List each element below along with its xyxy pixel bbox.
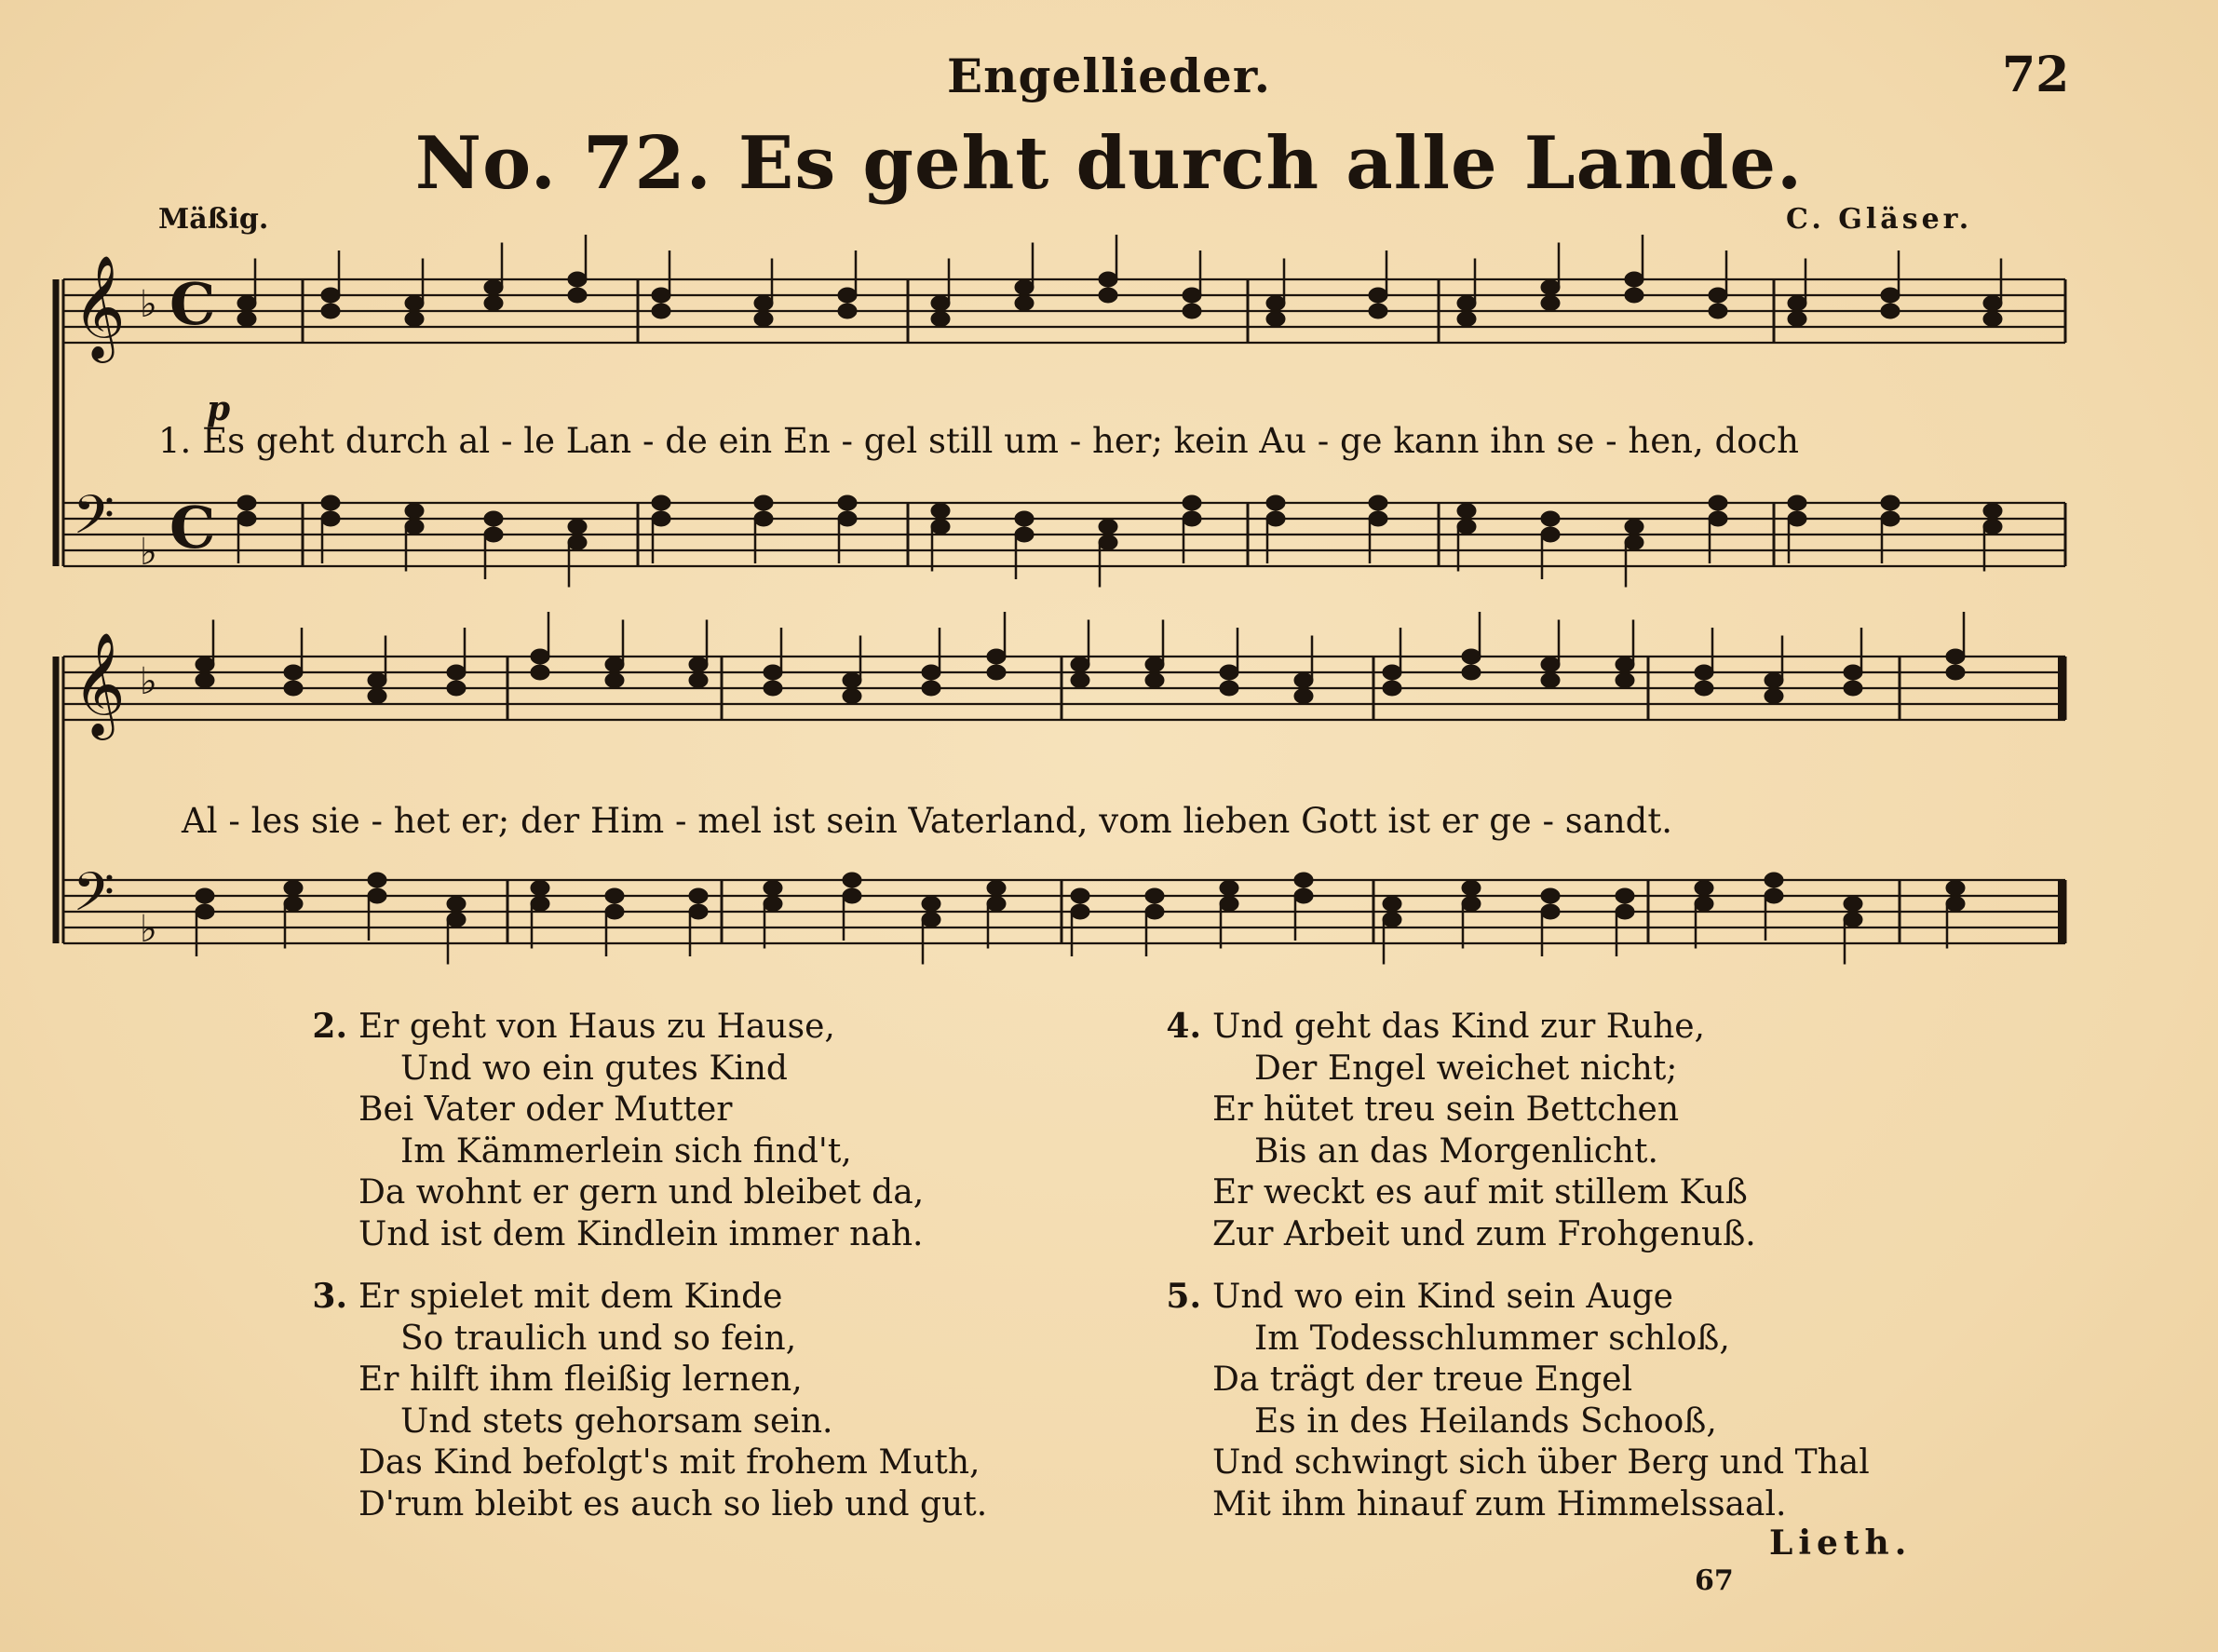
note-head [1625,272,1643,287]
note-head [838,511,857,526]
note-head [605,673,624,688]
note-head [1183,511,1201,526]
note-head [754,511,773,526]
treble-clef-icon: 𝄞 [73,631,126,736]
note-head [1369,495,1387,510]
note-head [1071,904,1089,919]
note-head [922,681,940,696]
note-head [196,657,214,672]
note-head [1383,665,1401,680]
note-head [368,873,386,887]
note-head [368,673,386,688]
note-head [931,504,950,519]
verse-line: Und schwingt sich über Berg und Thal [1212,1443,1870,1482]
note-head [605,888,624,903]
note-head [652,304,670,318]
note-head [531,649,549,664]
note-head [1099,535,1117,550]
note-head [764,681,782,696]
note-head [1625,288,1643,303]
note-head [531,897,549,912]
note-head [1099,272,1117,287]
verse-line: Er spielet mit dem Kinde [358,1278,783,1316]
verse-number: 5. [1166,1277,1201,1316]
note-head [689,888,708,903]
note-head [196,904,214,919]
note-head [196,673,214,688]
note-head [764,897,782,912]
note-head [1462,881,1481,896]
verse-3 [312,1276,988,1525]
verse-line: So traulich und so fein, [400,1319,797,1358]
verse-line: Da trägt der treue Engel [1212,1361,1633,1399]
note-head [237,495,256,510]
note-head [1383,897,1401,912]
note-head [1220,881,1238,896]
note-head [754,296,773,311]
note-head [843,873,861,887]
note-head [838,495,857,510]
note-head [1625,520,1643,535]
note-head [1383,913,1401,928]
verse-line: Er geht von Haus zu Hause, [358,1008,835,1046]
note-head [568,520,587,535]
verse-line: Und geht das Kind zur Ruhe, [1212,1008,1705,1046]
note-head [922,665,940,680]
bass-clef-icon: 𝄢 [73,860,115,937]
common-time-icon: C [169,494,216,562]
verse-line: Und wo ein Kind sein Auge [1212,1278,1673,1316]
note-head [405,504,424,519]
note-head [368,888,386,903]
note-head [754,312,773,327]
composer-credit: C. Gläser. [1786,203,1973,236]
note-head [1844,665,1862,680]
note-head [321,495,340,510]
note-head [1788,495,1806,510]
note-head [931,312,950,327]
note-head [1695,881,1713,896]
note-head [1844,913,1862,928]
note-head [1844,897,1862,912]
note-head [284,897,303,912]
note-head [764,665,782,680]
verse-number: 4. [1166,1007,1201,1046]
note-head [1457,504,1476,519]
note-head [1765,689,1783,704]
note-head [1616,904,1634,919]
note-head [1946,665,1965,680]
page-number: 72 [2002,47,2070,103]
common-time-icon: C [169,270,216,338]
note-head [1881,288,1900,303]
note-head [1099,520,1117,535]
note-head [1709,304,1727,318]
note-head [568,535,587,550]
note-head [1765,673,1783,688]
note-head [531,665,549,680]
verse-line: Der Engel weichet nicht; [1254,1049,1678,1088]
verse-4 [1166,1006,1756,1255]
note-head [922,913,940,928]
note-head [1983,312,2002,327]
note-head [237,511,256,526]
note-head [196,888,214,903]
note-head [1099,288,1117,303]
note-head [531,881,549,896]
note-head [652,495,670,510]
bass-clef-icon: 𝄢 [73,483,115,560]
note-head [1881,495,1900,510]
verse-line: Er hilft ihm fleißig lernen, [358,1361,803,1399]
note-head [1788,296,1806,311]
note-head [1145,904,1164,919]
note-head [447,897,466,912]
verse-line: Und stets gehorsam sein. [400,1401,833,1441]
note-head [321,511,340,526]
verse-line: Da wohnt er gern und bleibet da, [358,1173,925,1212]
note-head [605,904,624,919]
note-head [568,288,587,303]
note-head [1788,312,1806,327]
note-head [1616,657,1634,672]
note-head [1071,657,1089,672]
note-head [405,296,424,311]
note-head [1369,288,1387,303]
note-head [1616,673,1634,688]
note-head [1145,888,1164,903]
flat-sign-icon: ♭ [140,283,157,326]
note-head [1266,296,1285,311]
note-head [843,689,861,704]
note-head [1541,280,1560,295]
treble-clef-icon: 𝄞 [73,254,126,359]
verse-line: Und wo ein gutes Kind [400,1049,788,1088]
verse-line: Im Todesschlummer schloß, [1254,1319,1730,1358]
verse-2 [312,1006,925,1255]
note-head [1844,681,1862,696]
note-head [484,527,503,542]
note-head [1709,288,1727,303]
note-head [1294,689,1313,704]
note-head [1015,280,1034,295]
note-head [405,520,424,535]
note-head [237,296,256,311]
verse-number: 3. [312,1277,347,1316]
note-head [284,665,303,680]
note-head [1145,657,1164,672]
note-head [1946,881,1965,896]
song-title: No. 72. Es geht durch alle Lande. [414,121,1804,206]
note-head [368,689,386,704]
lyrics-line-2: Al - les sie - het er; der Him - mel ist sein Vaterland, vom lieben Gott ist er ge - sandt. [182,801,1672,841]
note-head [1541,511,1560,526]
note-head [1294,888,1313,903]
note-head [843,673,861,688]
note-head [405,312,424,327]
note-head [987,649,1006,664]
note-head [1946,649,1965,664]
verse-line: D'rum bleibt es auch so lieb und gut. [358,1484,988,1523]
note-head [1709,495,1727,510]
note-head [1220,681,1238,696]
note-head [1695,681,1713,696]
note-head [1541,296,1560,311]
note-head [1946,897,1965,912]
note-head [1616,888,1634,903]
note-head [931,296,950,311]
note-head [484,296,503,311]
verse-number: 2. [312,1007,347,1046]
flat-sign-icon: ♭ [140,660,157,703]
note-head [484,511,503,526]
note-head [1765,873,1783,887]
note-head [1071,673,1089,688]
note-head [1383,681,1401,696]
note-head [284,881,303,896]
note-head [1266,495,1285,510]
verse-line: Und ist dem Kindlein immer nah. [358,1214,924,1253]
note-head [838,288,857,303]
note-head [689,657,708,672]
note-head [1983,520,2002,535]
lyricist-credit: Lieth. [1769,1523,1913,1563]
note-head [447,913,466,928]
verse-line: Es in des Heilands Schooß, [1254,1401,1717,1441]
note-head [652,288,670,303]
verse-line: Bei Vater oder Mutter [358,1090,733,1129]
note-head [1145,673,1164,688]
verse-line: Er hütet treu sein Bettchen [1212,1090,1680,1129]
flat-sign-icon: ♭ [140,531,157,574]
note-head [321,304,340,318]
note-head [987,665,1006,680]
verse-line: Er weckt es auf mit stillem Kuß [1212,1173,1748,1212]
note-head [1765,888,1783,903]
note-head [568,272,587,287]
note-head [1220,897,1238,912]
note-head [1462,897,1481,912]
verse-line: Das Kind befolgt's mit frohem Muth, [358,1443,981,1482]
note-head [1541,888,1560,903]
note-head [1183,288,1201,303]
note-head [1788,511,1806,526]
note-head [1541,673,1560,688]
note-head [1457,312,1476,327]
note-head [1183,304,1201,318]
note-head [1369,511,1387,526]
note-head [447,665,466,680]
note-head [1709,511,1727,526]
lyrics-line-1: 1. Es geht durch al - le Lan - de ein En - gel still um - her; kein Au - ge kann ihn se - hen, doch [158,421,1799,461]
note-head [1541,904,1560,919]
note-head [754,495,773,510]
note-head [1462,649,1481,664]
verse-line: Im Kämmerlein sich find't, [400,1131,852,1171]
verse-line: Zur Arbeit und zum Frohgenuß. [1212,1214,1756,1253]
note-head [1625,535,1643,550]
note-head [1541,527,1560,542]
note-head [1266,312,1285,327]
note-head [321,288,340,303]
note-head [922,897,940,912]
note-head [764,881,782,896]
section-heading: Engellieder. [947,48,1271,103]
note-head [1695,665,1713,680]
note-head [1457,296,1476,311]
note-head [843,888,861,903]
note-head [1294,673,1313,688]
note-head [1266,511,1285,526]
note-head [1462,665,1481,680]
note-head [1541,657,1560,672]
note-head [1183,495,1201,510]
note-head [987,897,1006,912]
note-head [237,312,256,327]
note-head [689,904,708,919]
note-head [1015,527,1034,542]
note-head [1983,504,2002,519]
note-head [1015,296,1034,311]
verse-line: Bis an das Morgenlicht. [1254,1131,1658,1171]
verse-line: Mit ihm hinauf zum Himmelssaal. [1212,1484,1787,1523]
note-head [1983,296,2002,311]
note-head [1220,665,1238,680]
note-head [284,681,303,696]
verse-5 [1166,1276,1870,1525]
note-head [484,280,503,295]
flat-sign-icon: ♭ [140,908,157,951]
note-head [1294,873,1313,887]
note-head [931,520,950,535]
dynamic-marking: p [207,389,231,428]
note-head [838,304,857,318]
note-head [1695,897,1713,912]
note-head [652,511,670,526]
note-head [1071,888,1089,903]
note-head [1369,304,1387,318]
note-head [605,657,624,672]
note-head [689,673,708,688]
footer-page-number: 67 [1695,1564,1734,1597]
note-head [1457,520,1476,535]
note-head [1881,511,1900,526]
note-head [987,881,1006,896]
note-head [1015,511,1034,526]
note-head [1881,304,1900,318]
note-head [447,681,466,696]
tempo-marking: Mäßig. [158,203,269,236]
